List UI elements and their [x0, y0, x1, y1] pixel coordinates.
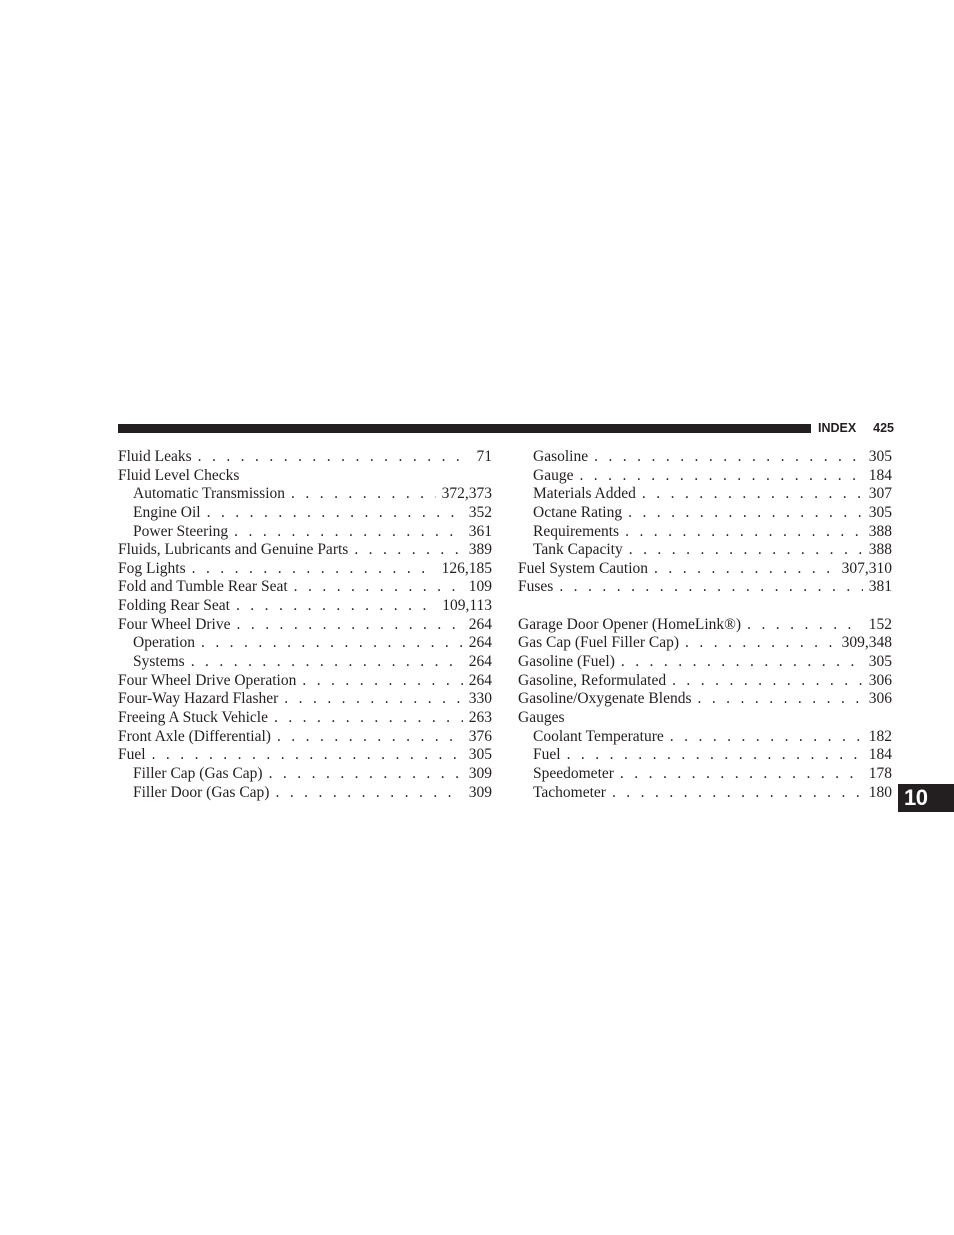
entry-label: Operation [133, 634, 195, 652]
entry-page[interactable]: 352 [468, 503, 492, 521]
dot-leader [236, 597, 436, 616]
entry-label: Fluid Leaks [118, 448, 192, 465]
dot-leader [354, 541, 462, 560]
entry-label: Gas Cap (Fuel Filler Cap) [518, 634, 680, 652]
index-subentry [118, 634, 492, 653]
index-entry [118, 746, 492, 765]
entry-label: Freeing A Stuck Vehicle [118, 708, 268, 726]
section-title: INDEX [818, 421, 857, 435]
dot-leader [269, 765, 463, 784]
dot-leader [697, 690, 862, 709]
entry-page[interactable]: 388 [868, 541, 892, 559]
entry-label: Gasoline (Fuel) [518, 653, 615, 671]
entry-page[interactable]: 305 [868, 448, 892, 465]
index-subentry [518, 523, 892, 542]
entry-page[interactable]: 109,113 [442, 597, 492, 615]
dot-leader [152, 746, 463, 765]
entry-label: Fluid Level Checks [118, 466, 240, 484]
index-subentry [518, 765, 892, 784]
entry-label: Speedometer [533, 764, 614, 782]
entry-label: Engine Oil [133, 503, 201, 521]
entry-page[interactable]: 388 [868, 522, 892, 540]
index-entry [518, 560, 892, 579]
entry-page[interactable]: 309 [468, 783, 492, 801]
entry-page[interactable]: 305 [868, 503, 892, 521]
dot-leader [685, 634, 836, 653]
entry-label: Power Steering [133, 522, 229, 540]
index-entry [518, 634, 892, 653]
dot-leader [302, 672, 462, 691]
entry-label: Gasoline/Oxygenate Blends [518, 690, 692, 708]
dot-leader [277, 728, 463, 747]
index-entry [518, 709, 892, 728]
index-entry [118, 672, 492, 691]
running-header [818, 420, 894, 436]
index-subentry [118, 653, 492, 672]
entry-page[interactable]: 376 [468, 727, 492, 745]
entry-page[interactable]: 126,185 [441, 559, 492, 577]
dot-leader [192, 560, 436, 579]
index-column-left [118, 448, 492, 802]
index-spacer [518, 597, 892, 616]
dot-leader [274, 709, 463, 728]
entry-page[interactable]: 264 [468, 671, 492, 689]
dot-leader [594, 448, 863, 467]
entry-page[interactable]: 263 [468, 708, 492, 726]
entry-page[interactable]: 307,310 [841, 559, 892, 577]
entry-page[interactable]: 109 [468, 578, 492, 596]
dot-leader [672, 672, 863, 691]
dot-leader [234, 523, 463, 542]
dot-leader [294, 578, 463, 597]
entry-label: Front Axle (Differential) [118, 727, 271, 745]
entry-page[interactable]: 182 [868, 727, 892, 745]
index-subentry [118, 784, 492, 803]
entry-page[interactable]: 178 [868, 764, 892, 782]
entry-label: Coolant Temperature [533, 727, 664, 745]
entry-page[interactable]: 71 [476, 448, 492, 465]
dot-leader [275, 784, 462, 803]
index-subentry [118, 523, 492, 542]
entry-page[interactable]: 381 [868, 578, 892, 596]
dot-leader [747, 616, 863, 635]
entry-label: Fuel [533, 746, 561, 764]
dot-leader [237, 616, 463, 635]
entry-page[interactable]: 307 [868, 485, 892, 503]
dot-leader [612, 784, 863, 803]
entry-page[interactable]: 361 [468, 522, 492, 540]
dot-leader [654, 560, 836, 579]
dot-leader [670, 728, 863, 747]
entry-label: Four Wheel Drive Operation [118, 671, 297, 689]
index-subentry [518, 541, 892, 560]
index-entry [118, 448, 492, 467]
index-subentry [118, 485, 492, 504]
index-entry [518, 653, 892, 672]
entry-label: Fuel [118, 746, 146, 764]
index-entry [518, 616, 892, 635]
dot-leader [620, 765, 863, 784]
entry-label: Gauge [533, 466, 574, 484]
index-entry [118, 541, 492, 560]
entry-label: Materials Added [533, 485, 636, 503]
entry-label: Automatic Transmission [133, 485, 286, 503]
dot-leader [284, 690, 462, 709]
dot-leader [198, 448, 471, 467]
entry-label: Garage Door Opener (HomeLink®) [518, 615, 742, 633]
entry-page[interactable]: 184 [868, 746, 892, 764]
entry-label: Fold and Tumble Rear Seat [118, 578, 288, 596]
entry-page[interactable]: 372,373 [441, 485, 492, 503]
dot-leader [559, 578, 862, 597]
index-subentry [518, 784, 892, 803]
dot-leader [629, 541, 863, 560]
entry-label: Folding Rear Seat [118, 597, 230, 615]
index-entry [118, 597, 492, 616]
entry-label: Filler Cap (Gas Cap) [133, 764, 263, 782]
dot-leader [291, 485, 436, 504]
page-number: 425 [873, 421, 894, 435]
dot-leader [207, 504, 463, 523]
index-entry [118, 728, 492, 747]
entry-page[interactable]: 152 [868, 615, 892, 633]
index-entry [118, 690, 492, 709]
entry-label: Fog Lights [118, 559, 186, 577]
index-subentry [518, 448, 892, 467]
dot-leader [191, 653, 463, 672]
entry-label: Gasoline, Reformulated [518, 671, 667, 689]
index-subentry [518, 504, 892, 523]
index-entry [118, 709, 492, 728]
entry-page[interactable]: 184 [868, 466, 892, 484]
entry-label: Gasoline [533, 448, 589, 465]
index-subentry [518, 467, 892, 486]
entry-label: Filler Door (Gas Cap) [133, 783, 270, 801]
entry-page[interactable]: 306 [868, 690, 892, 708]
dot-leader [625, 523, 863, 542]
entry-page[interactable]: 389 [468, 541, 492, 559]
entry-label: Tank Capacity [533, 541, 623, 559]
index-subentry [118, 504, 492, 523]
entry-label: Four Wheel Drive [118, 615, 231, 633]
entry-page[interactable]: 305 [468, 746, 492, 764]
entry-label: Systems [133, 653, 185, 671]
index-entry [118, 467, 492, 486]
entry-page[interactable]: 330 [468, 690, 492, 708]
entry-page[interactable]: 309 [468, 764, 492, 782]
chapter-tab[interactable]: 10 [898, 784, 954, 812]
dot-leader [642, 485, 863, 504]
index-entry [118, 616, 492, 635]
entry-page[interactable]: 180 [868, 783, 892, 801]
dot-leader [628, 504, 863, 523]
dot-leader [567, 746, 863, 765]
index-subentry [518, 746, 892, 765]
dot-leader [621, 653, 863, 672]
entry-label: Four-Way Hazard Flasher [118, 690, 279, 708]
index-entry [118, 578, 492, 597]
entry-label: Tachometer [533, 783, 606, 801]
header-rule [118, 424, 811, 433]
entry-page[interactable]: 309,348 [841, 634, 892, 652]
entry-label: Fuses [518, 578, 554, 596]
entry-label: Requirements [533, 522, 620, 540]
index-subentry [518, 728, 892, 747]
index-entry [518, 690, 892, 709]
index-entry [518, 578, 892, 597]
entry-page[interactable]: 264 [468, 634, 492, 652]
entry-label: Octane Rating [533, 503, 623, 521]
entry-page[interactable]: 305 [868, 653, 892, 671]
dot-leader [201, 634, 463, 653]
entry-page[interactable]: 264 [468, 653, 492, 671]
entry-label: Gauges [518, 708, 565, 726]
index-subentry [518, 485, 892, 504]
entry-label: Fuel System Caution [518, 559, 649, 577]
entry-page[interactable]: 264 [468, 615, 492, 633]
index-entry [518, 672, 892, 691]
dot-leader [579, 467, 862, 486]
entry-label: Fluids, Lubricants and Genuine Parts [118, 541, 349, 559]
index-subentry [118, 765, 492, 784]
entry-page[interactable]: 306 [868, 671, 892, 689]
index-entry [118, 560, 492, 579]
index-column-right [518, 448, 892, 802]
